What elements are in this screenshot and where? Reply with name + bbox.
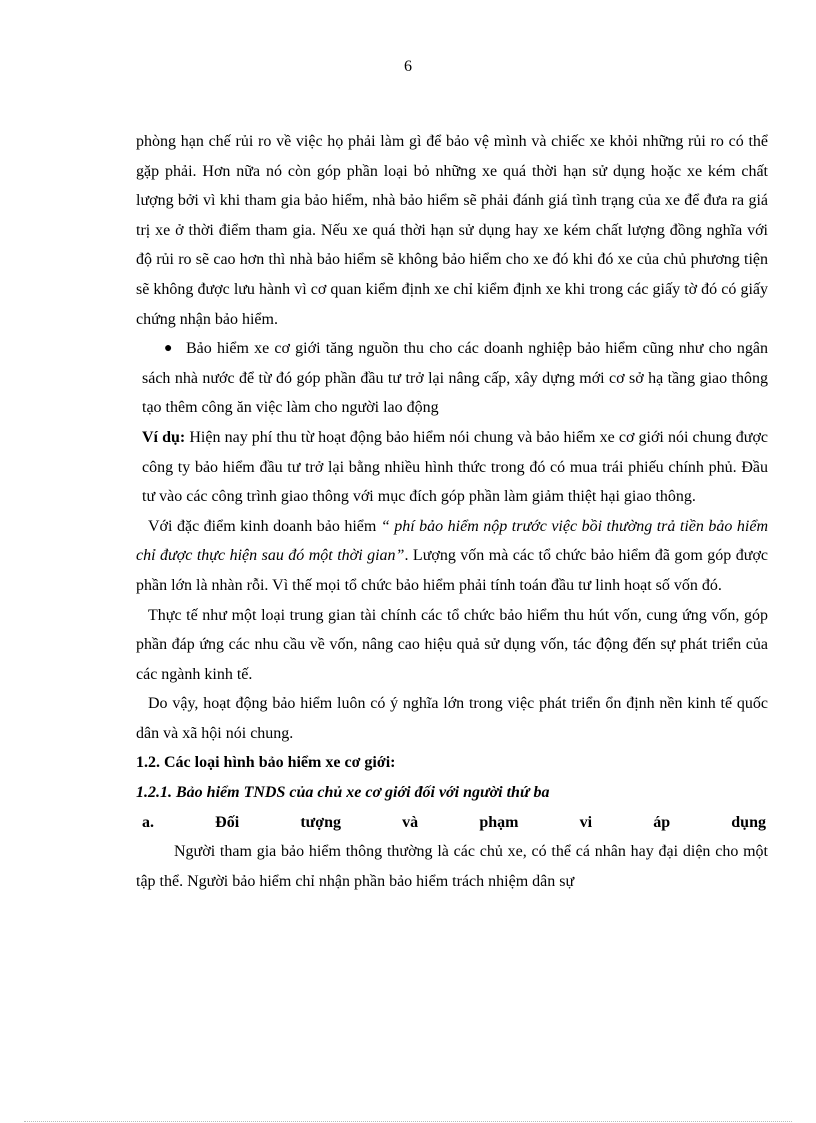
heading-1-2-1: 1.2.1. Bảo hiểm TNDS của chủ xe cơ giới đối với người thứ ba (136, 784, 550, 802)
feature-after: . Lượng vốn mà các tổ chức bảo hiểm đã gom góp được phần lớn là nhàn rỗi. Vì thế mọi tổ chức bảo hiểm phải tính toán đầu tư linh hoạt số vốn đó. (136, 547, 769, 594)
subheading-word: Đối (215, 813, 240, 831)
paragraph-intro: phòng hạn chế rủi ro về việc họ phải làm gì để bảo vệ mình và chiếc xe khỏi những rủi ro có thể gặp phải. Hơn nữa nó còn góp phần loại bỏ những xe quá thời hạn sử dụng hoặc xe kém chất lượng bởi vì khi tham gia bảo hiểm, nhà bảo hiểm sẽ phải đánh giá tình trạng của xe để đưa ra giá trị xe ở thời điểm tham gia. Nếu xe quá thời hạn sử dụng hay xe kém chất lượng đồng nghĩa với độ rủi ro sẽ cao hơn thì nhà bảo hiểm sẽ không bảo hiểm cho xe đó khi đó xe của chủ phương tiện sẽ không được lưu hành vì cơ quan kiểm định xe chỉ kiểm định xe khi trong các giấy tờ đó có giấy chứng nhận bảo hiểm. (136, 133, 768, 328)
feature-quote: “ phí bảo hiểm nộp trước việc bồi thường trả tiền bảo hiểm chỉ được thực hiện sau đó một thời gian” (136, 517, 769, 565)
subheading-a (136, 808, 768, 838)
feature-before: Với đặc điểm kinh doanh bảo hiểm (148, 517, 381, 535)
paragraph-example (136, 423, 768, 512)
subheading-word: phạm (479, 813, 519, 831)
bullet-text: Bảo hiểm xe cơ giới tăng nguồn thu cho các doanh nghiệp bảo hiểm cũng như cho ngân sách nhà nước để từ đó góp phần đầu tư trở lại nâng cấp, xây dựng mới cơ sở hạ tầng giao thông tạo thêm công ăn việc làm cho người lao động (142, 340, 768, 417)
subheading-word: vi (579, 813, 593, 831)
bullet-dot-icon: ● (164, 341, 173, 357)
paragraph-reality: Thực tế như một loại trung gian tài chính các tổ chức bảo hiểm thu hút vốn, cung ứng vốn, góp phần đáp ứng các nhu cầu về vốn, nâng cao hiệu quả sử dụng vốn, tác động đến sự phát triển của các ngành kinh tế. (136, 606, 768, 683)
paragraph-feature (136, 512, 768, 601)
heading-1-2: 1.2. Các loại hình bảo hiểm xe cơ giới: (136, 754, 396, 772)
subheading-word: áp (653, 813, 671, 831)
subheading-word: dụng (731, 813, 766, 831)
subheading-word: và (402, 813, 419, 831)
page-number: 6 (404, 58, 412, 75)
bullet-item (136, 334, 768, 423)
example-label: Ví dụ: (142, 428, 186, 446)
page-bottom-rule (24, 1121, 792, 1122)
document-body (136, 127, 768, 896)
paragraph-last: Người tham gia bảo hiểm thông thường là các chủ xe, có thể cá nhân hay đại diện cho một tập thể. Người bảo hiểm chỉ nhận phần bảo hiểm trách nhiệm dân sự (136, 843, 768, 890)
subheading-word: a. (142, 813, 154, 831)
subheading-word: tượng (300, 813, 341, 831)
paragraph-therefore: Do vậy, hoạt động bảo hiểm luôn có ý nghĩa lớn trong việc phát triển ổn định nền kinh tế quốc dân và xã hội nói chung. (136, 695, 768, 742)
example-text: Hiện nay phí thu từ hoạt động bảo hiểm nói chung và bảo hiểm xe cơ giới nói chung được công ty bảo hiểm đầu tư trở lại bằng nhiều hình thức trong đó có mua trái phiếu chính phủ. Đầu tư vào các công trình giao thông với mục đích góp phần làm giảm thiệt hại giao thông. (142, 428, 769, 506)
